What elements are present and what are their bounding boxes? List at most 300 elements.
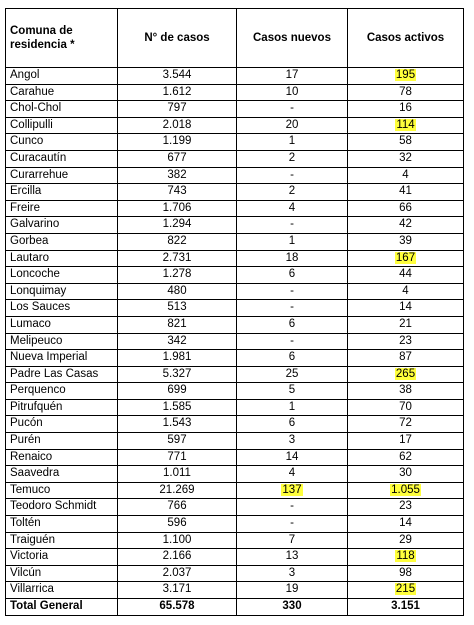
activos-cell bbox=[348, 366, 464, 383]
casos-cell-text: 1.585 bbox=[162, 400, 192, 413]
activos-cell-text: 32 bbox=[399, 151, 412, 164]
table-row bbox=[6, 267, 464, 284]
comuna-cell bbox=[6, 101, 118, 118]
nuevos-cell bbox=[237, 101, 348, 118]
comuna-cell-text: Pitrufquén bbox=[10, 400, 63, 413]
casos-cell-text: 480 bbox=[167, 284, 187, 297]
nuevos-cell bbox=[237, 482, 348, 499]
nuevos-cell bbox=[237, 333, 348, 350]
comuna-cell-text: Nueva Imperial bbox=[10, 351, 88, 364]
nuevos-cell bbox=[237, 499, 348, 516]
activos-cell bbox=[348, 283, 464, 300]
activos-cell bbox=[348, 433, 464, 450]
casos-cell-text: 596 bbox=[167, 517, 187, 530]
casos-cell bbox=[118, 250, 237, 267]
nuevos-cell-text: 137 bbox=[282, 483, 302, 496]
casos-cell-text: 1.294 bbox=[162, 218, 192, 231]
table-row bbox=[6, 167, 464, 184]
header-nuevos: Casos nuevos bbox=[237, 9, 348, 68]
casos-cell bbox=[118, 333, 237, 350]
comuna-cell-text: Freire bbox=[10, 201, 41, 214]
casos-cell-text: 1.543 bbox=[162, 417, 192, 430]
activos-cell-text: 4 bbox=[402, 168, 409, 181]
casos-cell-text: 1.981 bbox=[162, 351, 192, 364]
comuna-cell-text: Collipulli bbox=[10, 118, 53, 131]
casos-cell bbox=[118, 134, 237, 151]
nuevos-cell-text: 5 bbox=[288, 384, 296, 397]
nuevos-cell bbox=[237, 449, 348, 466]
activos-cell-text: 66 bbox=[399, 201, 412, 214]
casos-cell bbox=[118, 549, 237, 566]
comuna-cell-text: Vilcún bbox=[10, 566, 42, 579]
table-row bbox=[6, 366, 464, 383]
activos-cell bbox=[348, 300, 464, 317]
activos-cell-text: 72 bbox=[399, 417, 412, 430]
activos-cell bbox=[348, 582, 464, 599]
nuevos-cell bbox=[237, 300, 348, 317]
comuna-cell bbox=[6, 184, 118, 201]
casos-cell bbox=[118, 267, 237, 284]
table-row bbox=[6, 200, 464, 217]
activos-cell-text: 265 bbox=[395, 367, 416, 380]
activos-cell-text: 14 bbox=[399, 301, 412, 314]
casos-cell bbox=[118, 300, 237, 317]
activos-cell-text: 23 bbox=[399, 500, 412, 513]
casos-cell bbox=[118, 532, 237, 549]
comuna-cell-text: Padre Las Casas bbox=[10, 367, 99, 380]
nuevos-cell-text: 14 bbox=[285, 450, 299, 463]
activos-cell bbox=[348, 416, 464, 433]
table-body bbox=[6, 68, 464, 599]
comuna-cell bbox=[6, 516, 118, 533]
casos-cell bbox=[118, 482, 237, 499]
comuna-cell bbox=[6, 333, 118, 350]
comuna-cell-text: Melipeuco bbox=[10, 334, 63, 347]
table-row bbox=[6, 300, 464, 317]
comuna-cell bbox=[6, 150, 118, 167]
table-row bbox=[6, 516, 464, 533]
activos-cell bbox=[348, 184, 464, 201]
header-casos: N° de casos bbox=[118, 9, 237, 68]
comuna-cell bbox=[6, 300, 118, 317]
activos-cell-text: 114 bbox=[396, 118, 415, 131]
comuna-cell-text: Traiguén bbox=[10, 533, 55, 546]
comuna-cell bbox=[6, 217, 118, 234]
activos-cell-text: 14 bbox=[399, 517, 412, 530]
comuna-cell-text: Temuco bbox=[10, 483, 51, 496]
comuna-cell-text: Curacautín bbox=[10, 151, 67, 164]
nuevos-cell-text: 4 bbox=[288, 201, 296, 214]
comuna-cell bbox=[6, 549, 118, 566]
nuevos-cell-text: 1 bbox=[288, 234, 296, 247]
casos-cell-text: 1.706 bbox=[162, 201, 192, 214]
activos-cell-text: 118 bbox=[396, 550, 415, 563]
activos-cell bbox=[348, 333, 464, 350]
comuna-cell-text: Galvarino bbox=[10, 218, 60, 231]
comuna-cell-text: Renaico bbox=[10, 450, 53, 463]
casos-cell-text: 2.166 bbox=[162, 550, 192, 563]
nuevos-cell-text: - bbox=[290, 517, 294, 530]
nuevos-cell bbox=[237, 217, 348, 234]
comuna-cell bbox=[6, 316, 118, 333]
casos-cell bbox=[118, 233, 237, 250]
table-row bbox=[6, 582, 464, 599]
comuna-cell-text: Villarrica bbox=[10, 583, 54, 596]
casos-cell-text: 821 bbox=[167, 317, 187, 330]
comuna-cell bbox=[6, 416, 118, 433]
casos-cell-text: 21.269 bbox=[159, 483, 195, 496]
activos-cell bbox=[348, 466, 464, 483]
activos-cell-text: 23 bbox=[399, 334, 412, 347]
table-row bbox=[6, 482, 464, 499]
casos-cell bbox=[118, 68, 237, 85]
casos-cell-text: 766 bbox=[167, 500, 187, 513]
casos-cell-text: 1.278 bbox=[162, 268, 192, 281]
activos-cell-text: 70 bbox=[399, 400, 412, 413]
activos-cell bbox=[348, 565, 464, 582]
casos-cell-text: 771 bbox=[167, 450, 187, 463]
table-row bbox=[6, 350, 464, 367]
activos-cell-text: 38 bbox=[399, 384, 412, 397]
casos-cell bbox=[118, 366, 237, 383]
casos-cell bbox=[118, 499, 237, 516]
nuevos-cell-text: 3 bbox=[288, 566, 296, 579]
activos-cell-text: 98 bbox=[399, 566, 412, 579]
activos-cell-text: 44 bbox=[399, 268, 412, 281]
activos-cell bbox=[348, 150, 464, 167]
activos-cell bbox=[348, 167, 464, 184]
nuevos-cell-text: 7 bbox=[288, 533, 296, 546]
comuna-cell bbox=[6, 267, 118, 284]
casos-cell-text: 1.612 bbox=[162, 85, 192, 98]
nuevos-cell bbox=[237, 350, 348, 367]
nuevos-cell-text: - bbox=[290, 334, 294, 347]
comuna-cell-text: Saavedra bbox=[10, 467, 60, 480]
nuevos-cell-text: 6 bbox=[288, 351, 296, 364]
casos-cell-text: 822 bbox=[167, 234, 187, 247]
activos-cell bbox=[348, 233, 464, 250]
nuevos-cell bbox=[237, 117, 348, 134]
table-row bbox=[6, 383, 464, 400]
table-row bbox=[6, 333, 464, 350]
table-row bbox=[6, 84, 464, 101]
casos-cell-text: 2.731 bbox=[162, 251, 192, 264]
nuevos-cell-text: 17 bbox=[285, 69, 299, 81]
comuna-cell bbox=[6, 433, 118, 450]
nuevos-cell bbox=[237, 565, 348, 582]
comuna-cell bbox=[6, 117, 118, 134]
activos-cell-text: 1.055 bbox=[391, 483, 420, 496]
nuevos-cell-text: 20 bbox=[285, 118, 299, 131]
comuna-cell-text: Toltén bbox=[10, 517, 41, 530]
nuevos-cell-text: 2 bbox=[288, 185, 296, 198]
comuna-cell bbox=[6, 233, 118, 250]
comuna-cell bbox=[6, 449, 118, 466]
activos-cell-text: 87 bbox=[399, 351, 412, 364]
casos-cell bbox=[118, 117, 237, 134]
table-row bbox=[6, 416, 464, 433]
comuna-cell bbox=[6, 499, 118, 516]
activos-cell bbox=[348, 101, 464, 118]
nuevos-cell bbox=[237, 416, 348, 433]
activos-cell bbox=[348, 383, 464, 400]
table-row bbox=[6, 233, 464, 250]
total-nuevos: 330 bbox=[237, 599, 348, 616]
table-row bbox=[6, 433, 464, 450]
nuevos-cell bbox=[237, 233, 348, 250]
comuna-cell-text: Loncoche bbox=[10, 268, 60, 281]
nuevos-cell-text: 1 bbox=[288, 400, 296, 413]
activos-cell-text: 21 bbox=[399, 317, 412, 330]
activos-cell bbox=[348, 399, 464, 416]
nuevos-cell bbox=[237, 549, 348, 566]
activos-cell bbox=[348, 350, 464, 367]
table-row bbox=[6, 283, 464, 300]
table-row bbox=[6, 117, 464, 134]
header-activos: Casos activos bbox=[348, 9, 464, 68]
activos-cell bbox=[348, 516, 464, 533]
activos-cell bbox=[348, 267, 464, 284]
table-row bbox=[6, 134, 464, 151]
casos-cell-text: 3.171 bbox=[162, 583, 192, 596]
nuevos-cell bbox=[237, 383, 348, 400]
casos-cell-text: 1.100 bbox=[162, 533, 192, 546]
casos-cell bbox=[118, 150, 237, 167]
nuevos-cell bbox=[237, 84, 348, 101]
nuevos-cell-text: 3 bbox=[288, 434, 296, 447]
nuevos-cell-text: 4 bbox=[288, 467, 296, 480]
comuna-cell-text: Perquenco bbox=[10, 384, 66, 397]
nuevos-cell-text: 19 bbox=[285, 583, 299, 596]
activos-cell bbox=[348, 549, 464, 566]
casos-cell bbox=[118, 565, 237, 582]
nuevos-cell-text: 13 bbox=[285, 550, 299, 563]
comuna-cell-text: Gorbea bbox=[10, 234, 49, 247]
table-header-row bbox=[6, 9, 464, 68]
activos-cell bbox=[348, 250, 464, 267]
casos-cell bbox=[118, 101, 237, 118]
nuevos-cell bbox=[237, 200, 348, 217]
activos-cell bbox=[348, 68, 464, 85]
comuna-cell bbox=[6, 200, 118, 217]
comuna-cell bbox=[6, 532, 118, 549]
comuna-cell bbox=[6, 68, 118, 85]
nuevos-cell bbox=[237, 582, 348, 599]
table-row bbox=[6, 101, 464, 118]
casos-cell bbox=[118, 167, 237, 184]
table-row bbox=[6, 184, 464, 201]
total-row bbox=[6, 599, 464, 616]
table-row bbox=[6, 217, 464, 234]
comuna-cell bbox=[6, 250, 118, 267]
comuna-cell-text: Curarrehue bbox=[10, 168, 69, 181]
activos-cell-text: 78 bbox=[399, 85, 412, 98]
activos-cell-text: 167 bbox=[395, 251, 416, 264]
activos-cell-text: 39 bbox=[399, 234, 412, 247]
activos-cell bbox=[348, 200, 464, 217]
casos-table bbox=[5, 8, 464, 616]
casos-cell bbox=[118, 217, 237, 234]
casos-cell-text: 342 bbox=[167, 334, 187, 347]
comuna-cell bbox=[6, 366, 118, 383]
casos-cell-text: 1.011 bbox=[163, 467, 191, 480]
casos-cell bbox=[118, 416, 237, 433]
comuna-cell bbox=[6, 466, 118, 483]
comuna-cell-text: Teodoro Schmidt bbox=[10, 500, 97, 513]
casos-cell bbox=[118, 200, 237, 217]
casos-cell-text: 2.018 bbox=[162, 118, 192, 131]
nuevos-cell-text: - bbox=[290, 218, 294, 231]
nuevos-cell-text: - bbox=[290, 284, 294, 297]
casos-cell-text: 699 bbox=[167, 384, 187, 397]
table-row bbox=[6, 565, 464, 582]
casos-cell-text: 513 bbox=[167, 301, 187, 314]
comuna-cell-text: Ercilla bbox=[10, 185, 42, 198]
casos-cell bbox=[118, 449, 237, 466]
casos-cell-text: 797 bbox=[167, 102, 187, 115]
nuevos-cell-text: 2 bbox=[288, 151, 296, 164]
comuna-cell-text: Pucón bbox=[10, 417, 43, 430]
activos-cell bbox=[348, 482, 464, 499]
casos-cell bbox=[118, 466, 237, 483]
table-row bbox=[6, 316, 464, 333]
header-comuna: Comuna de residencia * bbox=[6, 9, 118, 68]
nuevos-cell bbox=[237, 184, 348, 201]
nuevos-cell-text: 6 bbox=[288, 268, 296, 281]
nuevos-cell bbox=[237, 150, 348, 167]
nuevos-cell bbox=[237, 532, 348, 549]
casos-cell bbox=[118, 316, 237, 333]
nuevos-cell bbox=[237, 68, 348, 85]
comuna-cell-text: Los Sauces bbox=[10, 301, 71, 314]
activos-cell-text: 58 bbox=[399, 135, 412, 148]
casos-cell bbox=[118, 399, 237, 416]
activos-cell-text: 215 bbox=[395, 583, 416, 596]
table-row bbox=[6, 150, 464, 167]
table-row bbox=[6, 68, 464, 85]
nuevos-cell bbox=[237, 250, 348, 267]
activos-cell-text: 30 bbox=[399, 467, 412, 480]
table-row bbox=[6, 532, 464, 549]
activos-cell-text: 62 bbox=[399, 450, 412, 463]
casos-cell bbox=[118, 516, 237, 533]
comuna-cell bbox=[6, 84, 118, 101]
casos-cell-text: 2.037 bbox=[162, 566, 192, 579]
comuna-cell-text: Chol-Chol bbox=[10, 102, 62, 115]
comuna-cell-text: Lonquimay bbox=[10, 284, 67, 297]
casos-cell-text: 3.544 bbox=[162, 69, 192, 81]
comuna-cell-text: Victoria bbox=[10, 550, 49, 563]
casos-cell bbox=[118, 184, 237, 201]
comuna-cell bbox=[6, 399, 118, 416]
comuna-cell bbox=[6, 134, 118, 151]
nuevos-cell bbox=[237, 167, 348, 184]
nuevos-cell bbox=[237, 399, 348, 416]
activos-cell bbox=[348, 84, 464, 101]
casos-cell-text: 382 bbox=[167, 168, 187, 181]
nuevos-cell-text: - bbox=[290, 168, 294, 181]
nuevos-cell bbox=[237, 366, 348, 383]
casos-cell-text: 1.199 bbox=[162, 135, 192, 148]
nuevos-cell bbox=[237, 283, 348, 300]
casos-cell-text: 743 bbox=[167, 185, 187, 198]
comuna-cell bbox=[6, 283, 118, 300]
casos-cell bbox=[118, 433, 237, 450]
activos-cell bbox=[348, 134, 464, 151]
nuevos-cell bbox=[237, 516, 348, 533]
casos-cell-text: 5.327 bbox=[162, 367, 192, 380]
nuevos-cell-text: 1 bbox=[288, 135, 296, 148]
nuevos-cell-text: - bbox=[290, 102, 294, 115]
casos-cell bbox=[118, 582, 237, 599]
table-row bbox=[6, 399, 464, 416]
activos-cell-text: 195 bbox=[395, 69, 416, 81]
total-label: Total General bbox=[6, 599, 118, 616]
comuna-cell bbox=[6, 482, 118, 499]
activos-cell-text: 17 bbox=[399, 434, 412, 447]
activos-cell-text: 42 bbox=[399, 218, 412, 231]
nuevos-cell-text: 6 bbox=[288, 317, 296, 330]
comuna-cell bbox=[6, 565, 118, 582]
comuna-cell-text: Lautaro bbox=[10, 251, 50, 264]
nuevos-cell-text: - bbox=[290, 301, 294, 314]
nuevos-cell bbox=[237, 433, 348, 450]
casos-cell-text: 597 bbox=[167, 434, 187, 447]
nuevos-cell bbox=[237, 267, 348, 284]
activos-cell bbox=[348, 499, 464, 516]
activos-cell bbox=[348, 316, 464, 333]
table-row bbox=[6, 250, 464, 267]
comuna-cell bbox=[6, 383, 118, 400]
casos-cell-text: 677 bbox=[167, 151, 187, 164]
nuevos-cell-text: 6 bbox=[288, 417, 296, 430]
activos-cell bbox=[348, 449, 464, 466]
comuna-cell-text: Lumaco bbox=[10, 317, 51, 330]
comuna-cell-text: Carahue bbox=[10, 85, 55, 98]
nuevos-cell-text: 10 bbox=[285, 85, 299, 98]
activos-cell-text: 29 bbox=[399, 533, 412, 546]
nuevos-cell bbox=[237, 134, 348, 151]
casos-cell bbox=[118, 84, 237, 101]
activos-cell-text: 41 bbox=[399, 185, 412, 198]
casos-cell bbox=[118, 383, 237, 400]
activos-cell bbox=[348, 532, 464, 549]
total-activos: 3.151 bbox=[348, 599, 464, 616]
table-row bbox=[6, 449, 464, 466]
activos-cell bbox=[348, 217, 464, 234]
activos-cell-text: 16 bbox=[399, 102, 412, 115]
comuna-cell bbox=[6, 350, 118, 367]
nuevos-cell bbox=[237, 466, 348, 483]
comuna-cell-text: Cunco bbox=[10, 135, 44, 148]
comuna-cell bbox=[6, 167, 118, 184]
nuevos-cell-text: - bbox=[290, 500, 294, 513]
casos-cell bbox=[118, 350, 237, 367]
table-row bbox=[6, 549, 464, 566]
total-casos: 65.578 bbox=[118, 599, 237, 616]
nuevos-cell bbox=[237, 316, 348, 333]
activos-cell-text: 4 bbox=[402, 284, 409, 297]
comuna-cell-text: Angol bbox=[10, 69, 40, 81]
table-row bbox=[6, 466, 464, 483]
activos-cell bbox=[348, 117, 464, 134]
comuna-cell bbox=[6, 582, 118, 599]
nuevos-cell-text: 18 bbox=[285, 251, 299, 264]
nuevos-cell-text: 25 bbox=[285, 367, 299, 380]
table-row bbox=[6, 499, 464, 516]
casos-cell bbox=[118, 283, 237, 300]
comuna-cell-text: Purén bbox=[10, 434, 41, 447]
